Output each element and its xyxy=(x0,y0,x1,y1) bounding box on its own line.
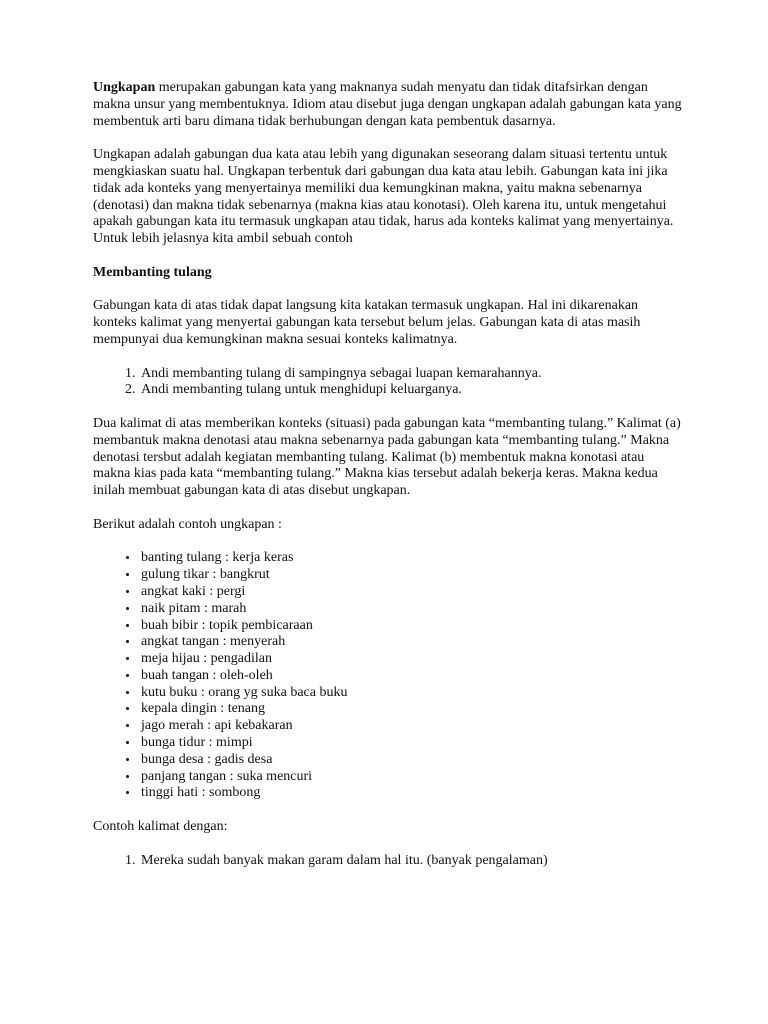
list-item: • naik pitam : marah xyxy=(139,601,683,618)
list-item: • jago merah : api kebakaran xyxy=(139,718,683,735)
idiom-list xyxy=(93,550,683,802)
definition-paragraph: Ungkapan adalah gabungan dua kata atau lebih yang digunakan seseorang dalam situasi tertentu untuk mengkiaskan suatu hal. Ungkapan terbentuk dari gabungan dua kata atau lebih. Gabungan kata ini jika tidak ada konteks yang menyertainya memiliki dua kemungkinan makna, yaitu makna sebenarnya (denotasi) dan makna tidak sebenarnya (makna kias atau konotasi). Oleh karena itu, untuk mengetahui apakah gabungan kata itu termasuk ungkapan atau tidak, harus ada konteks kalimat yang menyertainya. Untuk lebih jelasnya kita ambil sebuah contoh xyxy=(93,147,674,247)
intro-text: merupakan gabungan kata yang maknanya sudah menyatu dan tidak ditafsirkan dengan makna unsur yang membentuknya. Idiom atau disebut juga dengan ungkapan adalah gabungan kata yang membentuk arti baru dimana tidak berhubungan dengan kata pembentuk dasarnya. xyxy=(93,80,682,129)
example-heading: Membanting tulang xyxy=(93,264,212,280)
list-item: • panjang tangan : suka mencuri xyxy=(139,769,683,786)
context-paragraph: Gabungan kata di atas tidak dapat langsung kita katakan termasuk ungkapan. Hal ini dikarenakan konteks kalimat yang menyertai gabungan kata tersebut belum jelas. Gabungan kata di atas masih mempunyai dua kemungkinan makna sesuai konteks kalimatnya. xyxy=(93,298,641,347)
list-item: • gulung tikar : bangkrut xyxy=(139,567,683,584)
intro-paragraph xyxy=(93,80,683,130)
list-item: • banting tulang : kerja keras xyxy=(139,550,683,567)
explanation-paragraph: Dua kalimat di atas memberikan konteks (situasi) pada gabungan kata “membanting tulang.” Kalimat (a) membantuk makna denotasi atau makna sebenarnya pada gabungan kata “membanting tulang.” Makna denotasi tersbut adalah kegiatan membanting tulang. Kalimat (b) membentuk makna konotasi atau makna kias pada kata “membanting tulang.” Makna kias tersebut adalah bekerja keras. Makna kedua inilah membuat gabungan kata di atas disebut ungkapan. xyxy=(93,415,681,499)
list-item: • kutu buku : orang yg suka baca buku xyxy=(139,685,683,702)
list-item: 1. Andi membanting tulang di sampingnya sebagai luapan kemarahannya. xyxy=(139,366,683,383)
example-sentence-list xyxy=(93,366,683,400)
list-item: • kepala dingin : tenang xyxy=(139,701,683,718)
list-item: • meja hijau : pengadilan xyxy=(139,651,683,668)
usage-intro: Contoh kalimat dengan: xyxy=(93,819,228,835)
list-item: • tinggi hati : sombong xyxy=(139,785,683,802)
usage-sentence-list xyxy=(93,853,683,870)
list-item: • bunga desa : gadis desa xyxy=(139,752,683,769)
list-item: 2. Andi membanting tulang untuk menghidupi keluarganya. xyxy=(139,382,683,399)
document-page xyxy=(93,80,683,886)
list-item: • buah bibir : topik pembicaraan xyxy=(139,618,683,635)
list-item: • buah tangan : oleh-oleh xyxy=(139,668,683,685)
idiom-list-intro: Berikut adalah contoh ungkapan : xyxy=(93,516,282,532)
list-item: • angkat tangan : menyerah xyxy=(139,634,683,651)
list-item: 1. Mereka sudah banyak makan garam dalam hal itu. (banyak pengalaman) xyxy=(139,853,683,870)
list-item: • angkat kaki : pergi xyxy=(139,584,683,601)
intro-term: Ungkapan xyxy=(93,80,156,95)
list-item: • bunga tidur : mimpi xyxy=(139,735,683,752)
